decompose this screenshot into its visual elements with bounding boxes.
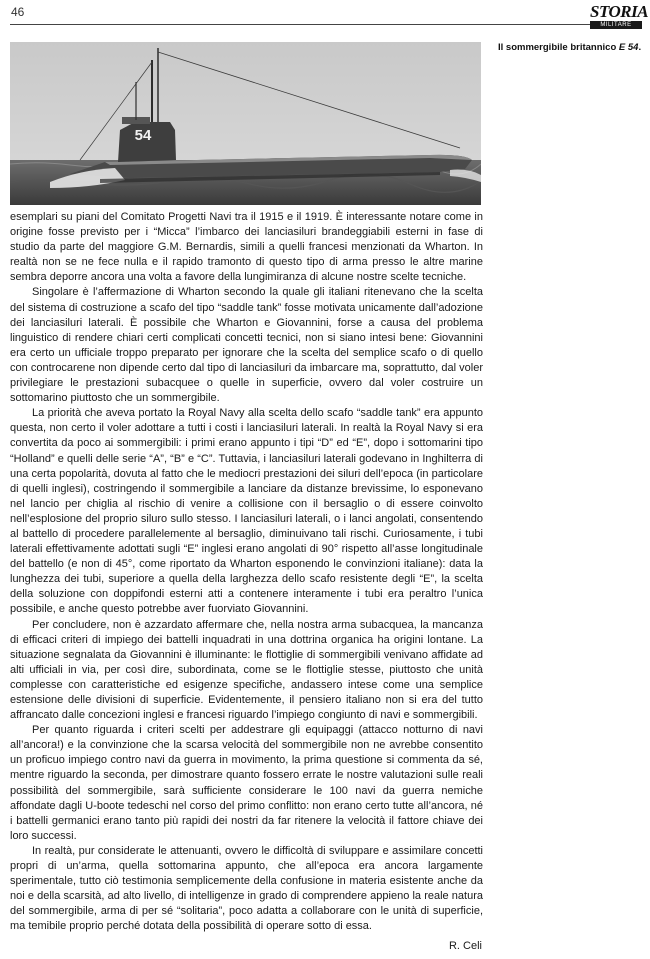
hull-number: 54 [134,127,152,144]
magazine-logo [590,2,649,30]
logo-subtitle: MILITARE [590,21,642,29]
caption-emphasis: E 54 [618,42,639,53]
logo-title: STORIA [590,2,649,21]
paragraph: Per quanto riguarda i criteri scelti per addestrare gli equipaggi (attacco notturno di navi all’ancora!) e la convinzione che la scarsa velocità del sommergibile non ne avrebbe consentito un proficuo impiego contro navi da guerra in movimento, la prima questione si commenta da sé, mentre riguardo la seconda, per dimostrare quanto fossero errate le nostre valutazioni sulle reali possibilità del sommergibile, sarà sufficiente considerare le 100 navi da guerra nemiche affondate dagli U-boote tedeschi nel corso del primo conflitto: non erano certo tutte all’ancora, né i battelli germanici erano tanto più rapidi dei nostri da far ritenere la velocità il fattore chiave dei loro successi. [10,724,483,842]
paragraph: esemplari su piani del Comitato Progetti Navi tra il 1915 e il 1919. È interessante notare come in origine fosse previsto per i “Micca” l’imbarco dei lanciasiluri brandeggiabili esterni in fase di studio da parte del maggiore G.M. Bernardis, simili a quelli francesi menzionati da Wharton. In realtà non se ne fece nulla e il rapido tramonto di questo tipo di arma presso le altre marine sembra deporre ancora una volta a favore della lungimiranza di alcune nostre scelte tecniche. [10,211,483,284]
paragraph: La priorità che aveva portato la Royal Navy alla scelta dello scafo “saddle tank” era appunto questa, non certo il voler adottare a tutti i costi i lanciasiluri laterali. In realtà la Royal Navy si era convertita da poco ai sommergibili: i primi erano appunto i tipi “D” ed “E”, dopo i sottomarini tipo “Holland” e quelli delle serie “A”, “B” e “C”. Tuttavia, i lanciasiluri laterali godevano in Inghilterra di una certa popolarità, dovuta al fatto che le mediocri prestazioni dei siluri dell’epoca (in particolare di quelli inglesi), costringendo il sommergibile a lanciare da distanze brevissime, lo esponevano nel lancio per chiglia al rischio di venire a collisione con il bersaglio o di essere coinvolto nell’esplosione del proprio siluro sullo stesso. I lanciasiluri laterali, o i lanci angolati, consentendo al battello di procedere parallelemente al bersaglio, diminuivano tali rischi. Curiosamente, i tubi laterali effettivamente adottati sugli “E” inglesi erano angolati di 90° rispetto all’asse longitudinale del battello (e non di 45°, come riportato da Wharton esponendo le convinzioni italiane): data la lunghezza dei tubi, superiore a quella della larghezza dello scafo resistente degli “E”, la scelta della soluzione con doppifondi esterni atti a contenere interamente i tubi era peraltro l’unica possibile, e anche questo potrebbe aver fuorviato Giovannini. [10,407,483,616]
article-body [10,210,483,935]
submarine-photo [10,42,481,205]
page-number: 46 [11,5,25,19]
caption-text: Il sommergibile britannico [498,42,619,53]
paragraph: Singolare è l’affermazione di Wharton secondo la quale gli italiani ritenevano che la scelta del sistema di costruzione a scafo del tipo “saddle tank” fosse motivata unicamente dall’adozione dei lanciasiluri laterali. È possibile che Wharton e Giovannini, forse a causa del problema linguistico di rendere chiari certi complicati concetti tecnici, non si siano intesi bene: Giovannini era certo un ufficiale troppo preparato per ignorare che la scelta del semplice scafo o di quello con controcarene non dipende certo dal tipo di lanciasiluri da imbarcare ma, soprattutto, dal voler privilegiare le prestazioni subacquee o quelle in superficie, ovvero dal voler costruire un sottomarino piuttosto che un sommergibile. [10,286,483,405]
header-rule [10,24,638,25]
submarine-photo-image [10,42,481,205]
caption-suffix: . [638,42,642,53]
paragraph: Per concludere, non è azzardato affermare che, nella nostra arma subacquea, la mancanza di efficaci criteri di impiego dei battelli inquadrati in una dottrina organica ha origini lontane. La situazione segnalata da Giovannini è illuminante: le flottiglie di sommergibili venivano affidate ad alti ufficiali in via, per così dire, subordinata, come se le flottiglie stesse, piuttosto che unità complesse con caratteristiche ed esigenze specifiche, andassero intese come una semplice estensione delle divisioni di superficie. Evidentemente, il pensiero italiano non si era del tutto affrancato dalle concezioni inglesi e francesi riguardo l’impiego congiunto di navi e sommergibili. [10,618,483,722]
paragraph: In realtà, pur considerate le attenuanti, ovvero le difficoltà di sviluppare e assimilare concetti propri di un’arma, quella sottomarina appunto, che all’epoca era ancora largamente sperimentale, tutto ciò testimonia semplicemente della confusione in materia esistente anche da noi e della scarsità, ad alto livello, di intelligenze in grado di comprendere appieno la reale natura del sommergibile, arma di per sé “solitaria”, poco adatta a collaborare con le unità di superficie, ma temibile proprio perché dotata della possibilità di operare sotto di essa. [10,844,483,933]
photo-caption [498,42,646,54]
author-signature: R. Celi [448,940,482,952]
